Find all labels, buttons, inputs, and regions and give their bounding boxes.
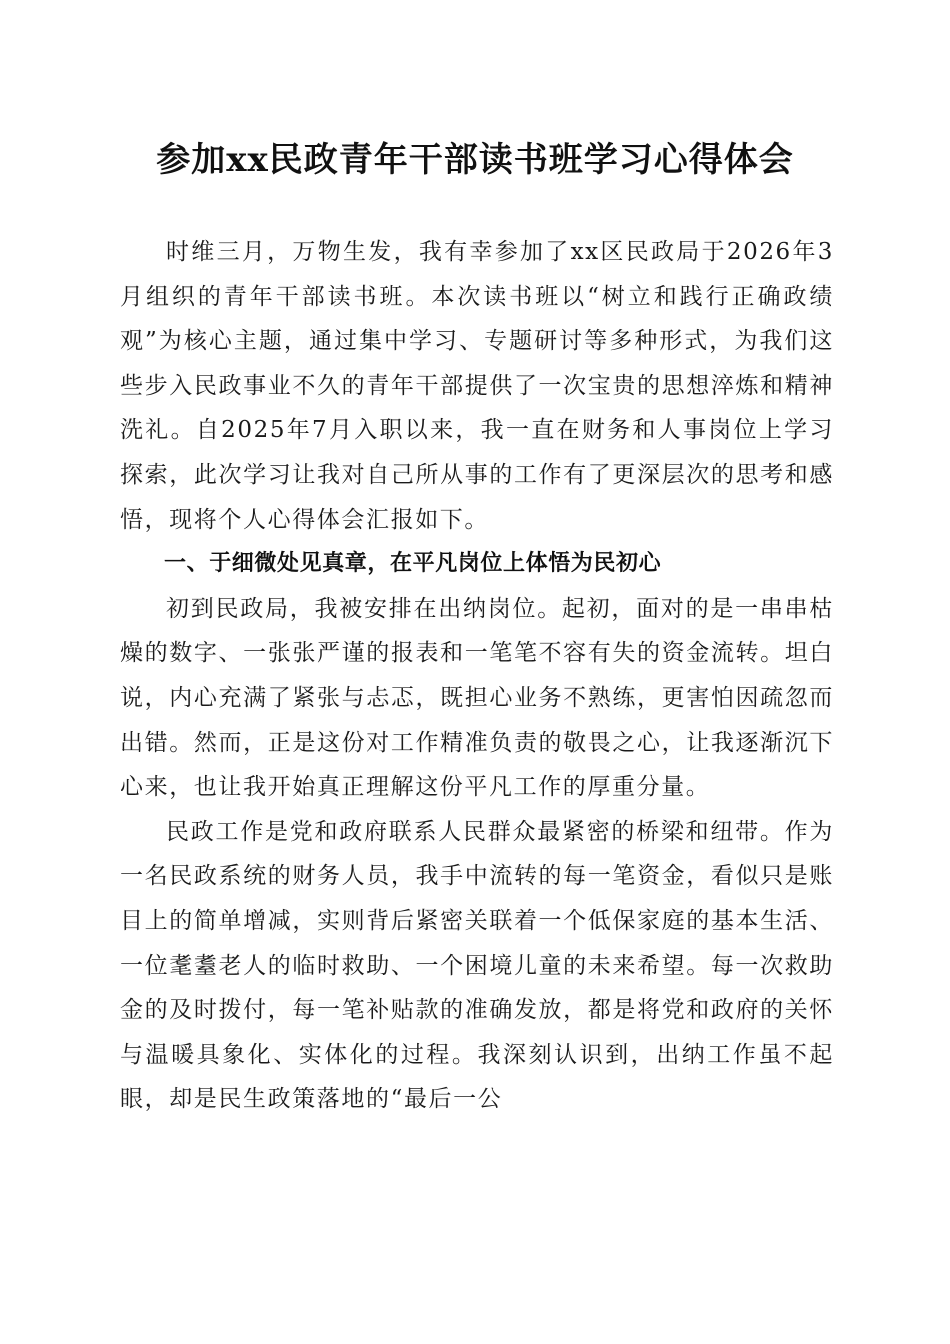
document-title: 参加xx民政青年干部读书班学习心得体会 [156,140,794,180]
document-body [120,230,834,1122]
body-paragraph: 初到民政局，我被安排在出纳岗位。起初，面对的是一串串枯燥的数字、一张张严谨的报表和一笔笔不容有失的资金流转。坦白说，内心充满了紧张与忐忑，既担心业务不熟练，更害怕因疏忽而出错。然而，正是这份对工作精准负责的敬畏之心，让我逐渐沉下心来，也让我开始真正理解这份平凡工作的厚重分量。 [120,595,834,801]
intro-paragraph: 时维三月，万物生发，我有幸参加了xx区民政局于2026年3月组织的青年干部读书班。本次读书班以“树立和践行正确政绩观”为核心主题，通过集中学习、专题研讨等多种形式，为我们这些步入民政事业不久的青年干部提供了一次宝贵的思想淬炼和精神洗礼。自2025年7月入职以来，我一直在财务和人事岗位上学习探索，此次学习让我对自己所从事的工作有了更深层次的思考和感悟，现将个人心得体会汇报如下。 [120,239,834,533]
body-paragraph: 民政工作是党和政府联系人民群众最紧密的桥梁和纽带。作为一名民政系统的财务人员，我手中流转的每一笔资金，看似只是账目上的简单增减，实则背后紧密关联着一个低保家庭的基本生活、一位耄耋老人的临时救助、一个困境儿童的未来希望。每一次救助金的及时拨付，每一笔补贴款的准确发放，都是将党和政府的关怀与温暖具象化、实体化的过程。我深刻认识到，出纳工作虽不起眼，却是民生政策落地的“最后一公 [120,818,834,1113]
section-heading: 一、于细微处见真章，在平凡岗位上体悟为民初心 [164,551,662,577]
